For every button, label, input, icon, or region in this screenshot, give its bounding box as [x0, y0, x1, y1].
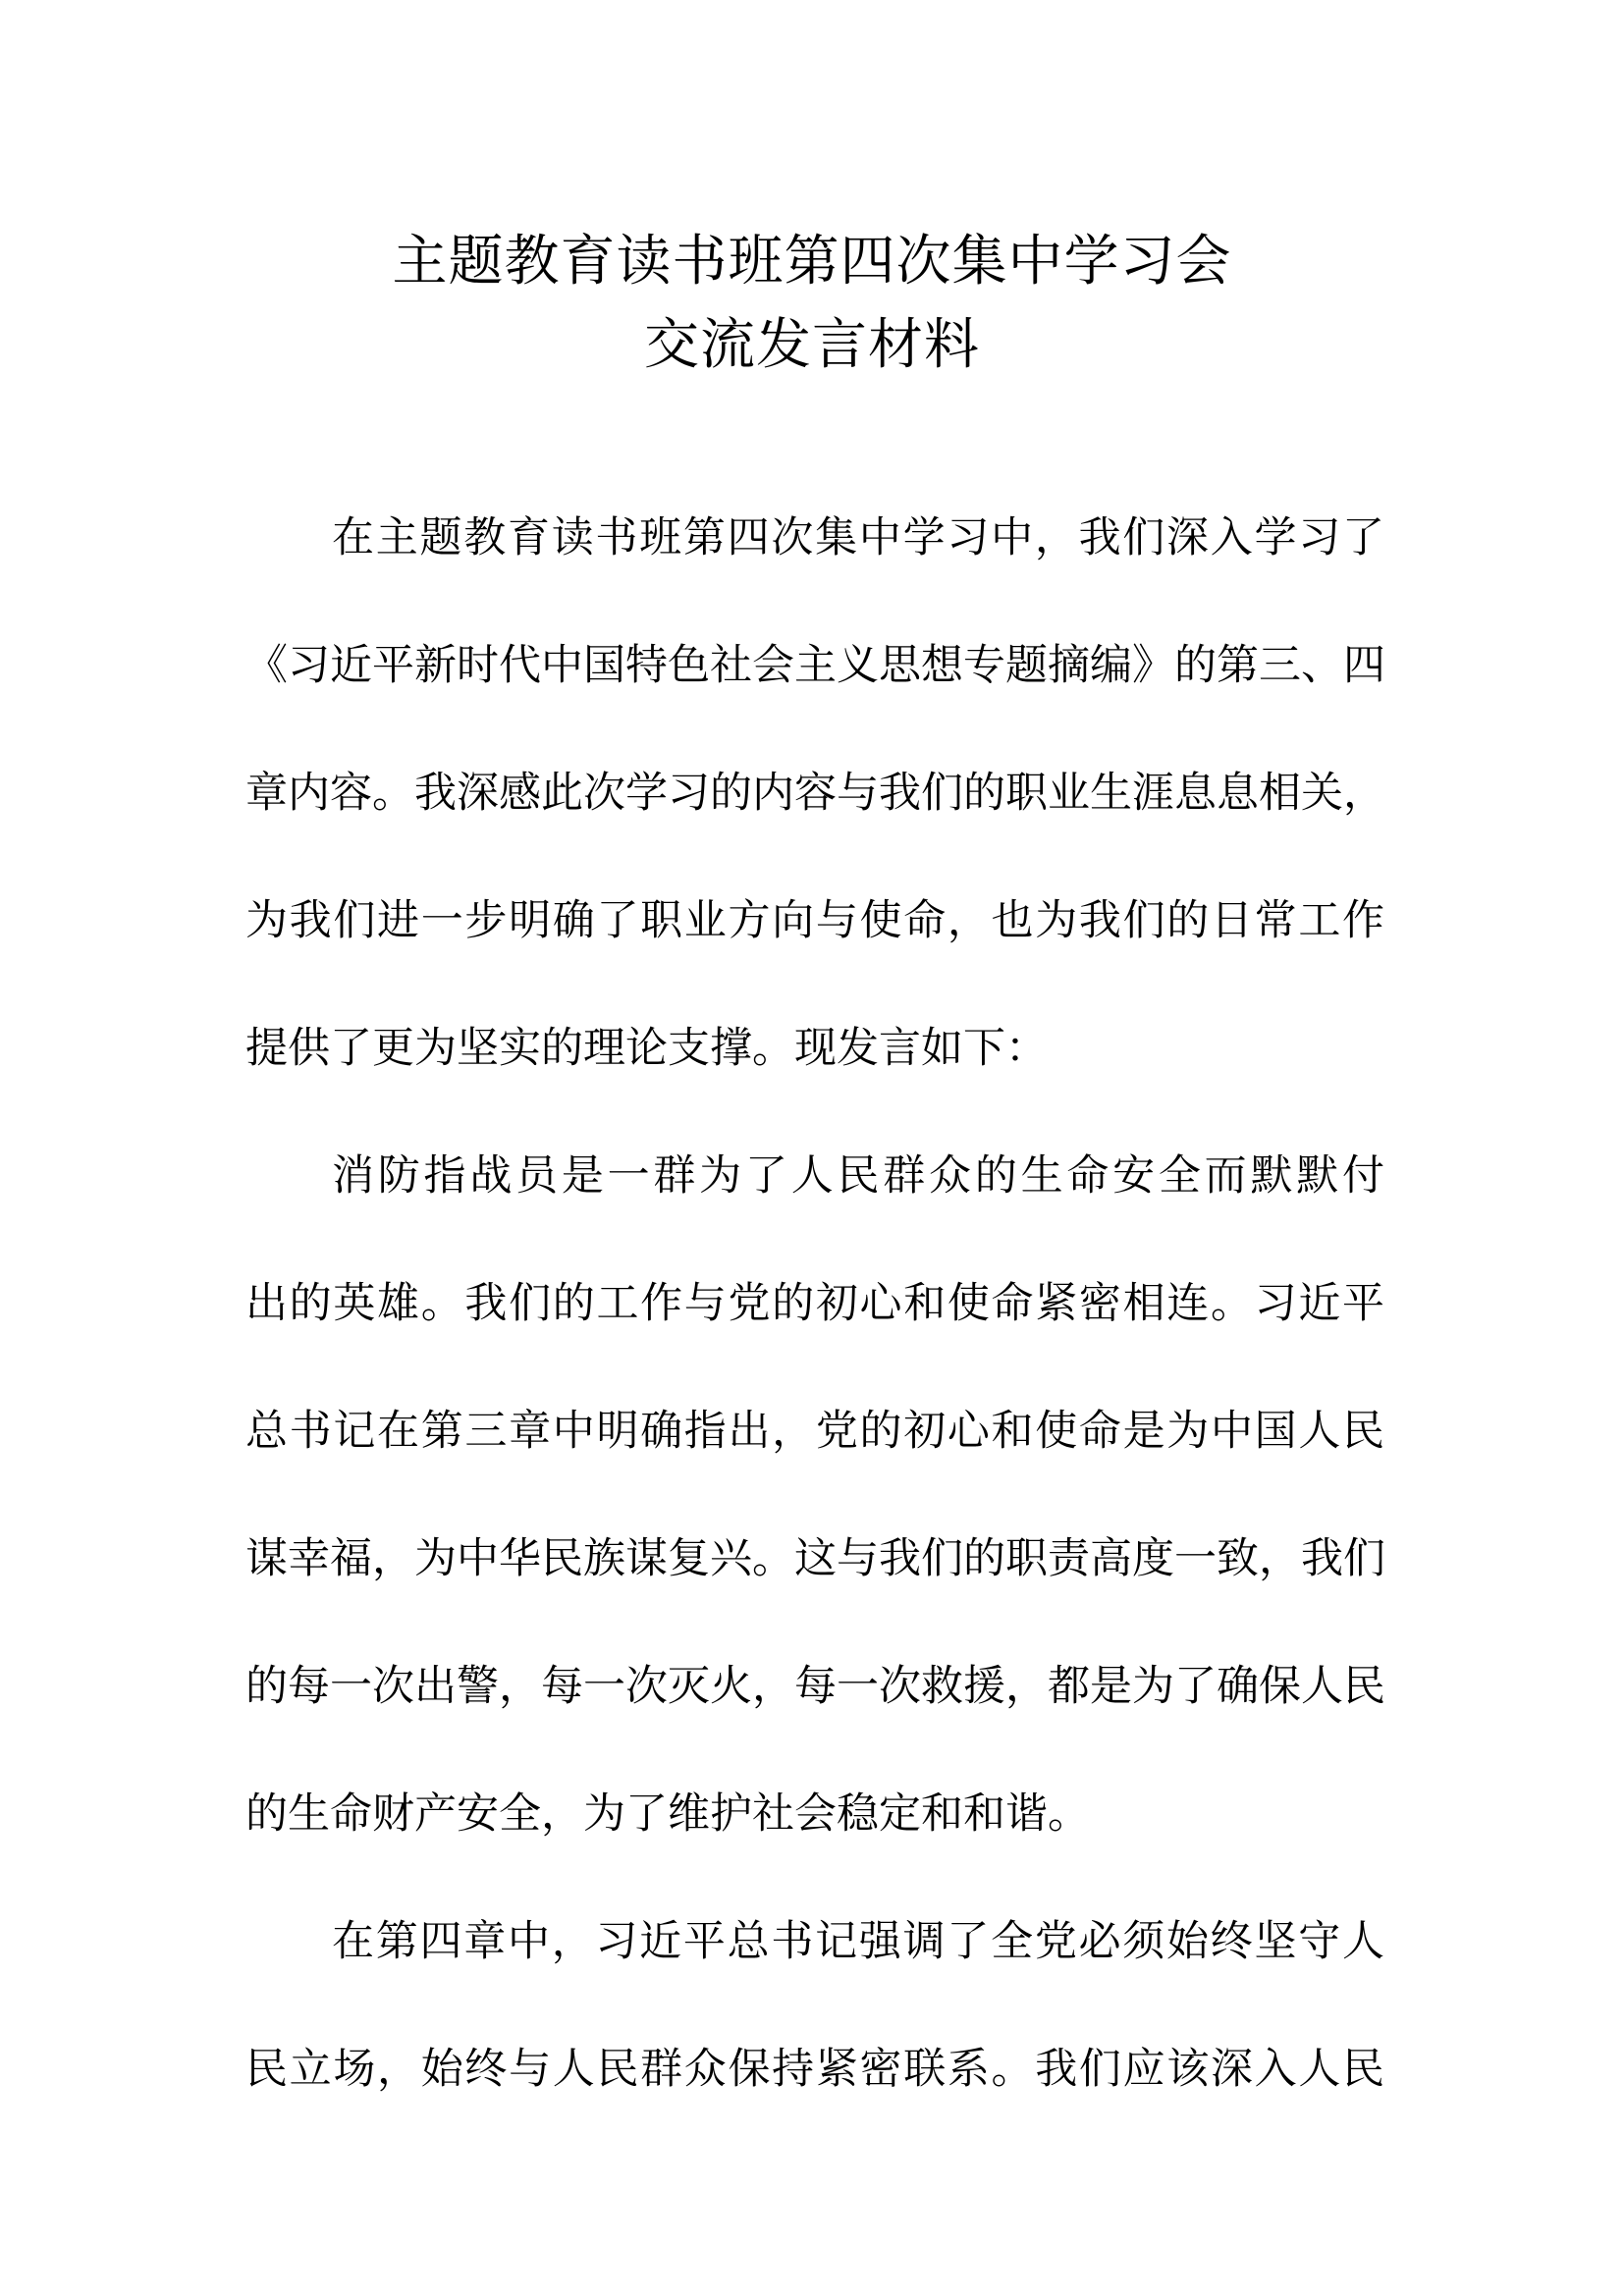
paragraph-2-line-2: 出的英雄。我们的工作与党的初心和使命紧密相连。习近平 — [245, 1279, 1384, 1328]
paragraph-2-line-6: 的生命财产安全，为了维护社会稳定和和谐。 — [245, 1789, 1090, 1839]
paragraph-1-line-2: 《习近平新时代中国特色社会主义思想专题摘编》的第三、四 — [245, 641, 1385, 690]
paragraph-3-line-2: 民立场，始终与人民群众保持紧密联系。我们应该深入人民 — [245, 2045, 1384, 2094]
paragraph-2-line-5: 的每一次出警，每一次灭火，每一次救援，都是为了确保人民 — [245, 1662, 1385, 1711]
paragraph-2-line-1: 消防指战员是一群为了人民群众的生命安全而默默付 — [332, 1151, 1384, 1201]
paragraph-2-line-4: 谋幸福，为中华民族谋复兴。这与我们的职责高度一致，我们 — [245, 1534, 1385, 1583]
paragraph-1-line-4: 为我们进一步明确了职业方向与使命，也为我们的日常工作 — [245, 896, 1384, 945]
document-body — [245, 474, 1384, 2133]
paragraph-3-line-1: 在第四章中，习近平总书记强调了全党必须始终坚守人 — [332, 1917, 1384, 1966]
document-title-line-2: 交流发言材料 — [644, 313, 980, 377]
document-title-line-1: 主题教育读书班第四次集中学习会 — [392, 230, 1232, 294]
paragraph-1-line-3: 章内容。我深感此次学习的内容与我们的职业生涯息息相关， — [245, 769, 1385, 818]
paragraph-1-line-5: 提供了更为坚实的理论支撑。现发言如下： — [245, 1024, 1048, 1073]
paragraph-2-line-3: 总书记在第三章中明确指出，党的初心和使命是为中国人民 — [245, 1407, 1384, 1456]
paragraph-1-line-1: 在主题教育读书班第四次集中学习中，我们深入学习了 — [332, 513, 1384, 562]
